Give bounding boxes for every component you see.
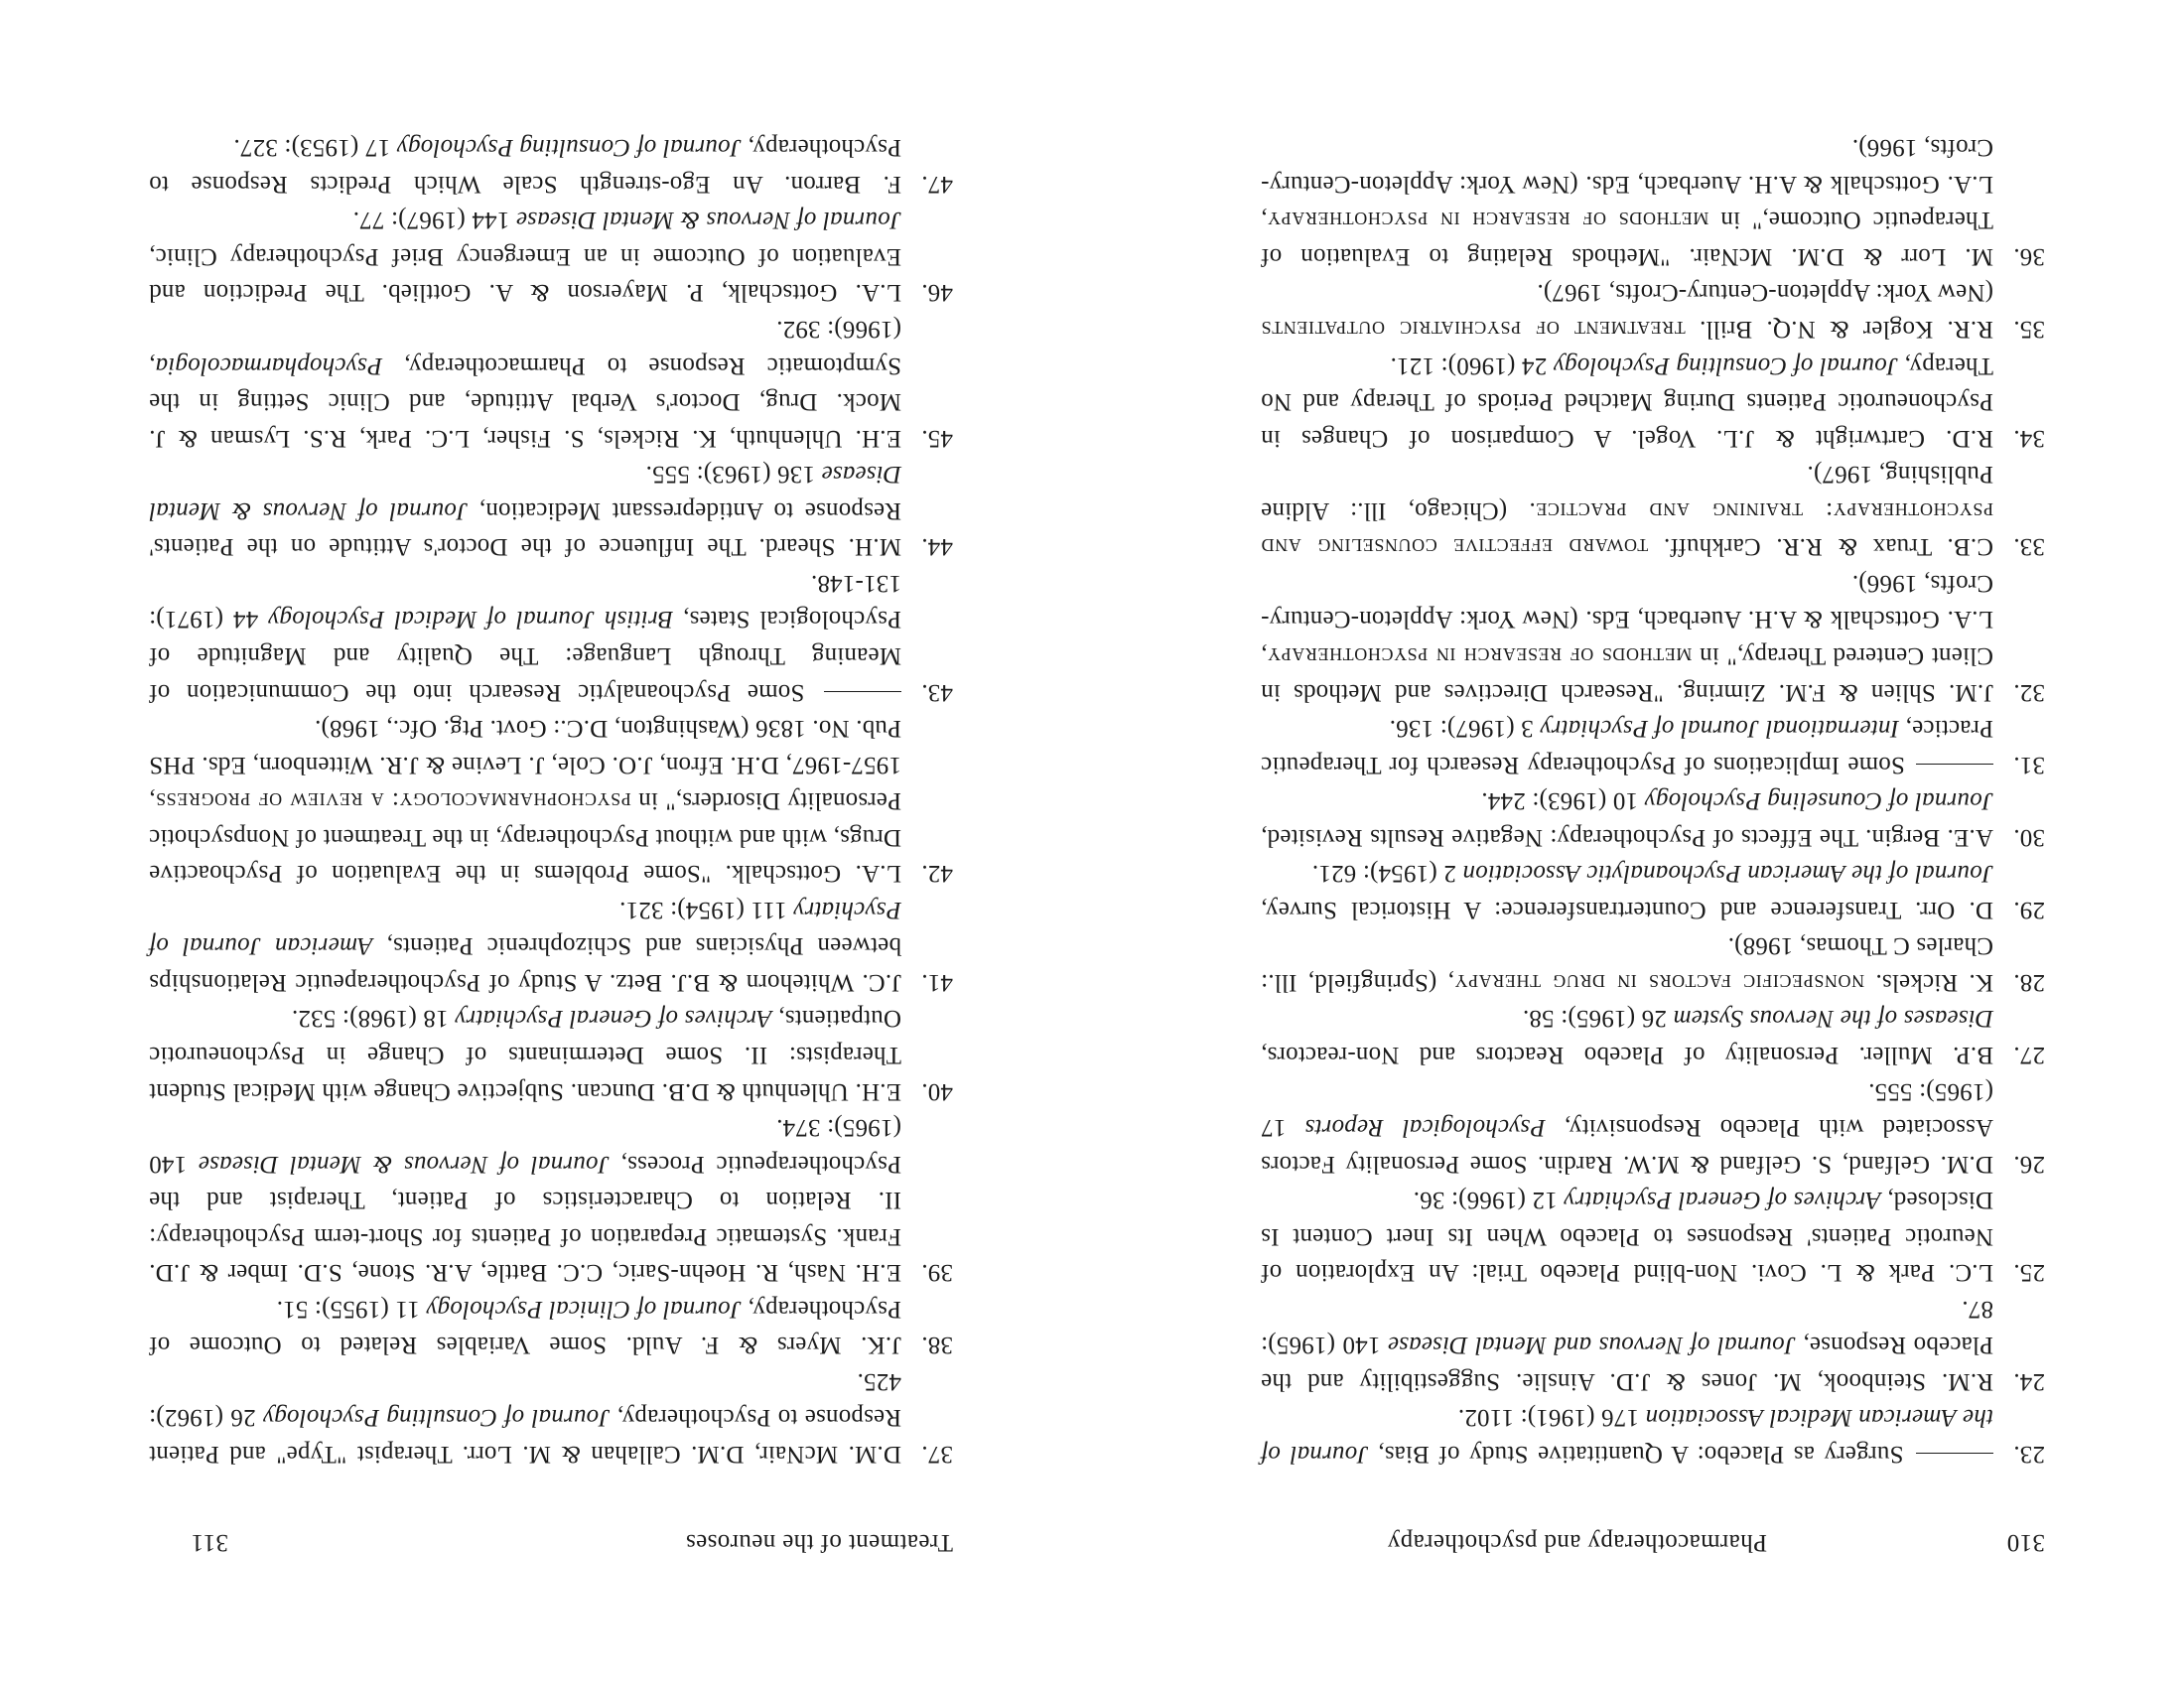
reference-citation: 24 (1960): 121. xyxy=(1390,352,1554,379)
reference-citation: 2 (1954): 621. xyxy=(1311,860,1463,888)
reference-authors-title: R.R. Kogler & N.Q. Brill. xyxy=(1685,316,1993,344)
reference-citation: 10 (1963): 244. xyxy=(1481,787,1645,815)
reference-citation: 140 (1965): 374. xyxy=(149,1114,901,1178)
reference-citation: 44 (1971): 131-148. xyxy=(149,569,901,633)
reference-citation: 3 (1967): 136. xyxy=(1389,715,1541,743)
reference-entry xyxy=(149,1290,953,1362)
reference-entry xyxy=(1261,456,2045,565)
reference-entry xyxy=(149,202,953,311)
book-title: psychopharmacology: a review of progress xyxy=(155,787,631,815)
same-author-dash xyxy=(824,691,901,692)
reference-number: 40. xyxy=(921,1077,953,1105)
reference-authors-title: E.H. Uhlenhuth & D.B. Duncan. Subjective Change with Medical Student Therapists: II. Some Determinants of Change in Psychoneurotic Outpatients, xyxy=(149,1005,901,1105)
reference-number: 38. xyxy=(921,1332,953,1359)
reference-authors-title: F. Barron. An Ego-strength Scale Which Predicts Response to Psychotherapy, xyxy=(149,134,901,198)
reference-list xyxy=(149,129,953,1472)
reference-entry xyxy=(149,129,953,202)
journal-title: Journal of the American Psychoanalytic Association xyxy=(1462,860,1993,888)
reference-citation: , L.A. Gottschalk & A.H. Auerbach, Eds. (New York: Appleton-Century-Crofts, 1966). xyxy=(1261,134,1993,234)
reference-list xyxy=(1261,129,2045,1472)
reference-citation: , (Springfield, Ill.: Charles C Thomas, 1968). xyxy=(1261,932,1993,996)
journal-title: Diseases of the Nervous System xyxy=(1673,1005,1993,1033)
book-title: methods of research in psychotherapy xyxy=(1267,207,1709,234)
journal-title: Archives of General Psychiatry xyxy=(1564,1187,1881,1214)
reference-authors-title: E.H. Uhlenhuth, K. Rickels, S. Fisher, L.C. Park, R.S. Lysman & J. Mock. Drug, Doctor's Verbal Attitude, and Clinic Setting in the Symptomatic Response to Pharmacotherapy, xyxy=(149,352,901,452)
reference-authors-title: E.H. Nash, R. Hoehn-Saric, C.C. Battle, A.R. Stone, S.D. Imber & J.D. Frank. Systematic Preparation of Patients for Short-term Psychotherapy: II. Relation to Characteristics of Patient, Therapist and the Psychotherapeutic Process, xyxy=(149,1150,901,1287)
reference-number: 27. xyxy=(2013,1041,2045,1068)
reference-number: 47. xyxy=(921,170,953,198)
reference-authors-title: A.E. Bergin. The Effects of Psychotherapy: Negative Results Revisited, xyxy=(1261,823,1993,851)
reference-entry xyxy=(1261,1000,2045,1072)
reference-entry xyxy=(1261,1182,2045,1291)
page-number: 310 xyxy=(2006,1529,2045,1556)
reference-entry xyxy=(1261,1072,2045,1182)
reference-number: 35. xyxy=(2013,316,2045,344)
running-head: Pharmacotherapy and psychotherapy xyxy=(1387,1529,1767,1556)
reference-number: 23. xyxy=(2013,1441,2045,1468)
reference-citation: 18 (1968): 532. xyxy=(291,1005,456,1033)
reference-number: 33. xyxy=(2013,533,2045,561)
reference-number: 28. xyxy=(2013,968,2045,996)
journal-title: Psychological Reports xyxy=(1304,1114,1546,1142)
reference-number: 46. xyxy=(921,279,953,307)
reference-authors-title: R.M. Steinbook, M. Jones & J.D. Ainslie. Suggestibility and the Placebo Response, xyxy=(1261,1332,1993,1395)
reference-entry xyxy=(1261,855,2045,927)
reference-authors-title: D. Orr. Transference and Countertransference: A Historical Survey, xyxy=(1261,896,1993,923)
journal-title: Journal of Consulting Psychology xyxy=(396,134,742,162)
reference-authors-title: K. Rickels. xyxy=(1864,968,1993,996)
reference-citation: 136 (1963): 555. xyxy=(645,461,822,489)
journal-title: Journal of Counseling Psychology xyxy=(1644,787,1993,815)
reference-authors-title: M. Lorr & D.M. McNair. "Methods Relating to Evaluation of Therapeutic Outcome," in xyxy=(1261,207,1993,270)
reference-number: 29. xyxy=(2013,896,2045,923)
reference-entry xyxy=(1261,129,2045,274)
reference-authors-title: R.D. Cartwright & J.L. Vogel. A Comparison of Changes in Psychoneurotic Patients During Matched Periods of Therapy and No Therapy, xyxy=(1261,352,1993,452)
same-author-dash xyxy=(1916,1453,1993,1454)
reference-authors-title: M.H. Sheard. The Influence of the Doctor's Attitude on the Patients' Response to Antidepressant Medication, xyxy=(149,496,901,561)
reference-entry xyxy=(149,456,953,565)
book-title: methods of research in psychotherapy xyxy=(1267,641,1693,669)
book-title: treatment of psychiatric outpatients xyxy=(1261,316,1686,344)
journal-title: British Journal of Medical Psychology xyxy=(267,606,674,633)
reference-number: 37. xyxy=(921,1441,953,1468)
journal-title: Journal of Nervous and Mental Disease xyxy=(1387,1332,1796,1359)
reference-authors-title: L.C. Park & L. Covi. Non-blind Placebo Trial: An Exploration of Neurotic Patients' Responses to Placebo When Its Inert Content Is Disclosed, xyxy=(1261,1187,1993,1287)
running-head: Treatment of the neuroses xyxy=(685,1529,953,1556)
reference-number: 42. xyxy=(921,860,953,888)
reference-entry xyxy=(149,710,953,892)
reference-number: 32. xyxy=(2013,678,2045,706)
reference-citation: 140 (1965): 87. xyxy=(1261,1295,1993,1359)
reference-entry xyxy=(1261,710,2045,782)
reference-authors-title: Some Implications of Psychotherapy Research for Therapeutic Practice, xyxy=(1261,715,1993,778)
reference-number: 41. xyxy=(921,968,953,996)
reference-authors-title: Some Psychoanalytic Research into the Communication of Meaning Through Language: The Quality and Magnitude of Psychological States, xyxy=(149,606,901,706)
page-310 xyxy=(1092,0,2184,1688)
reference-entry xyxy=(1261,1399,2045,1472)
reference-entry xyxy=(149,1362,953,1472)
reference-entry xyxy=(1261,564,2045,709)
reference-number: 45. xyxy=(921,424,953,452)
journal-title: Journal of Clinical Psychology xyxy=(426,1295,742,1323)
reference-number: 31. xyxy=(2013,751,2045,778)
reference-entry xyxy=(149,1109,953,1291)
reference-number: 44. xyxy=(921,533,953,561)
reference-entry xyxy=(1261,927,2045,1000)
reference-citation: 17 (1965): 555. xyxy=(1261,1077,1993,1142)
reference-authors-title: J.M. Shlien & F.M. Zimring. "Research Directives and Methods in Client Centered Therapy," in xyxy=(1261,641,1993,706)
book-title: toward effective counseling and psychotherapy: training and practice xyxy=(1261,496,1993,561)
journal-title: American Journal of Psychiatry xyxy=(149,896,901,960)
reference-number: 36. xyxy=(2013,242,2045,270)
journal-title: Journal of Consulting Psychology xyxy=(1553,352,1899,379)
reference-entry xyxy=(149,564,953,709)
reference-entry xyxy=(1261,347,2045,456)
reference-entry xyxy=(1261,782,2045,855)
reference-number: 39. xyxy=(921,1259,953,1287)
reference-number: 26. xyxy=(2013,1150,2045,1178)
reference-authors-title: C.B. Truax & R.R. Carkhuff. xyxy=(1648,533,1993,561)
reference-citation: , 1957-1967, D.H. Efron, J.O. Cole, J. Levine & J.R. Wittenborn, Eds. PHS Pub. No. 1836 (Washington, D.C.: Govt. Ptg. Ofc., 1968). xyxy=(148,715,901,815)
same-author-dash xyxy=(1916,764,1993,765)
reference-citation: 26 (1962): 425. xyxy=(149,1367,901,1432)
reference-citation: , (1966): 392. xyxy=(149,316,901,379)
reference-citation: 176 (1961): 1102. xyxy=(1457,1404,1646,1432)
journal-title: Journal of Nervous & Mental Disease xyxy=(149,461,901,524)
reference-citation: (New York: Appleton-Century-Crofts, 1967). xyxy=(1537,279,1993,307)
journal-title: International Journal of Psychiatry xyxy=(1540,715,1899,743)
reference-citation: 144 (1967): 77. xyxy=(352,207,516,234)
reference-citation: . (Chicago, Ill.: Aldine Publishing, 1967). xyxy=(1261,461,1993,524)
reference-entry xyxy=(149,1000,953,1109)
reference-entry xyxy=(1261,1290,2045,1399)
reference-number: 25. xyxy=(2013,1259,2045,1287)
page-number: 311 xyxy=(191,1529,228,1556)
reference-entry xyxy=(149,891,953,1000)
reference-authors-title: L.A. Gottschalk. "Some Problems in the Evaluation of Psychoactive Drugs, with and without Psychotherapy, in the Treatment of Nonpsychotic Personality Disorders," in xyxy=(149,787,901,888)
reference-citation: , L.A. Gottschalk & A.H. Auerbach, Eds. (New York: Appleton-Century-Crofts, 1966). xyxy=(1261,569,1993,669)
reference-entry xyxy=(1261,274,2045,347)
journal-title: Journal of the American Medical Association xyxy=(1260,1404,1993,1468)
journal-title: Journal of Nervous & Mental Disease xyxy=(198,1150,610,1178)
reference-authors-title: J.K. Myers & F. Auld. Some Variables Related to Outcome of Psychotherapy, xyxy=(149,1295,901,1359)
journal-title: Psychopharmacologia xyxy=(155,352,383,379)
reference-number: 34. xyxy=(2013,424,2045,452)
reference-authors-title: J.C. Whitehorn & B.J. Betz. A Study of Psychotherapeutic Relationships between Physicians and Schizophrenic Patients, xyxy=(149,932,901,996)
reference-authors-title: D.M. Gelfand, S. Gelfand & M.W. Rardin. Some Personality Factors Associated with Placebo Responsivity, xyxy=(1261,1114,1993,1178)
reference-number: 43. xyxy=(921,678,953,706)
reference-citation: 111 (1954): 321. xyxy=(618,896,794,923)
reference-authors-title: Surgery as Placebo: A Quantitative Study of Bias, xyxy=(1368,1441,1913,1468)
book-title: nonspecific factors in drug therapy xyxy=(1453,968,1865,996)
reference-number: 24. xyxy=(2013,1367,2045,1395)
reference-authors-title: D.M. McNair, D.M. Callahan & M. Lorr. Therapist "Type" and Patient Response to Psychotherapy, xyxy=(149,1404,901,1468)
reference-citation: 12 (1966): 36. xyxy=(1413,1187,1565,1214)
reference-entry xyxy=(149,311,953,456)
journal-title: Journal of Consulting Psychology xyxy=(262,1404,611,1432)
reference-citation: 17 (1953): 327. xyxy=(233,134,397,162)
reference-number: 30. xyxy=(2013,823,2045,851)
journal-title: Journal of Nervous & Mental Disease xyxy=(515,207,901,234)
reference-authors-title: B.P. Muller. Personality of Placebo Reactors and Non-reactors, xyxy=(1261,1041,1993,1068)
reference-citation: 26 (1965): 58. xyxy=(1522,1005,1674,1033)
reference-citation: 11 (1955): 51. xyxy=(276,1295,427,1323)
journal-title: Archives of General Psychiatry xyxy=(455,1005,772,1033)
reference-authors-title: L.A. Gottschalk, P. Mayerson & A. Gottlieb. The Prediction and Evaluation of Outcome in an Emergency Brief Psychotherapy Clinic, xyxy=(149,242,901,307)
